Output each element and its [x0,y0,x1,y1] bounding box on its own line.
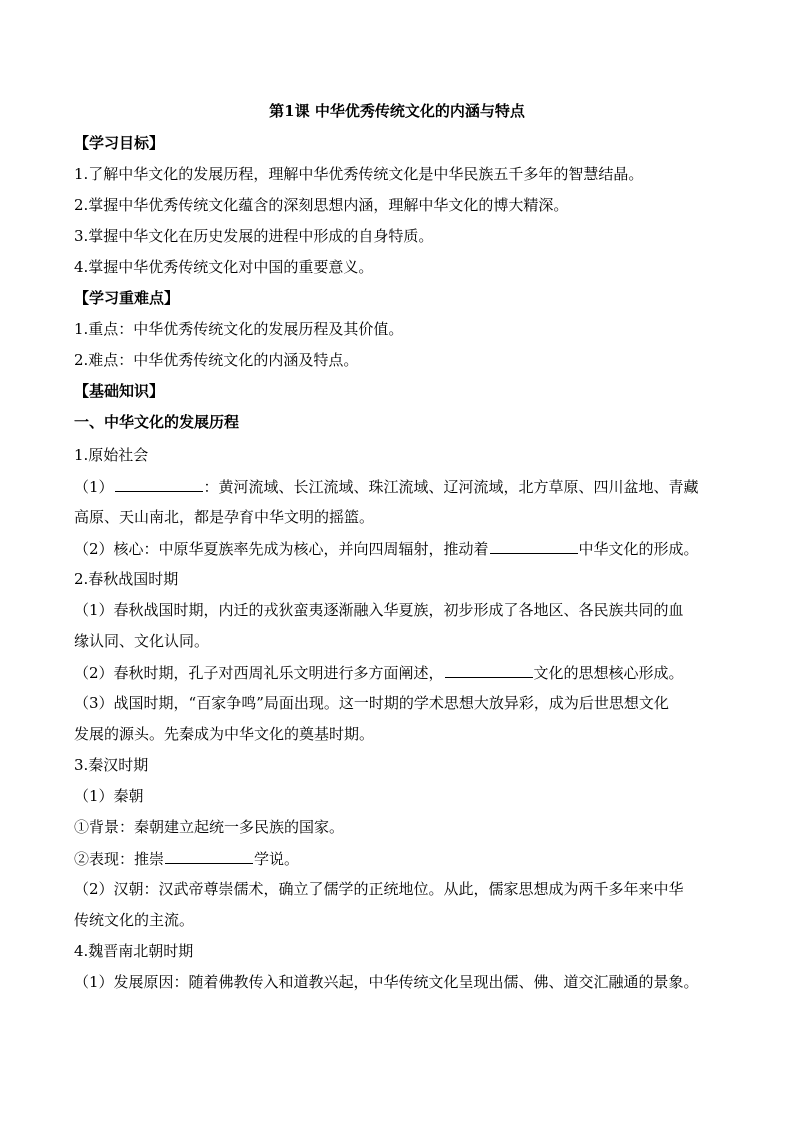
lesson-title: 第1课 中华优秀传统文化的内涵与特点 [269,102,525,120]
subsection-title: 3.秦汉时期 [74,756,149,774]
text-segment: ②表现：推崇 [74,850,165,868]
fill-in-blank[interactable] [490,538,578,554]
objective-item: 3.掌握中华文化在历史发展的进程中形成的自身特质。 [74,227,434,245]
basics-heading: 【基础知识】 [74,382,165,400]
paragraph-line [74,538,790,559]
objective-item: 2.掌握中华优秀传统文化蕴含的深刻思想内涵，理解中华文化的博大精深。 [74,196,569,214]
subsection-title: 2.春秋战国时期 [74,570,179,588]
fill-in-blank[interactable] [115,476,203,492]
paragraph-line: 高原、天山南北，都是孕育中华文明的摇篮。 [74,508,375,526]
text-segment: 文化的思想核心形成。 [533,664,684,682]
paragraph-line: 缘认同、文化认同。 [74,632,210,650]
key-point-item: 1.重点：中华优秀传统文化的发展历程及其价值。 [74,320,404,338]
subsection-title: 4.魏晋南北朝时期 [74,942,194,960]
section-heading: 一、中华文化的发展历程 [74,413,240,431]
paragraph-line: ①背景：秦朝建立起统一多民族的国家。 [74,818,345,836]
key-point-item: 2.难点：中华优秀传统文化的内涵及特点。 [74,351,359,369]
text-segment: ：黄河流域、长江流域、珠江流域、辽河流域，北方草原、四川盆地、青藏 [203,478,699,496]
paragraph-line: （2）汉朝：汉武帝尊崇儒术，确立了儒学的正统地位。从此，儒家思想成为两千多年来中华 [74,880,684,898]
subsection-title: 1.原始社会 [74,446,149,464]
paragraph-line [74,476,790,497]
text-segment: （1） [74,478,114,496]
objectives-heading: 【学习目标】 [74,134,165,152]
paragraph-line [74,662,790,683]
objective-item: 4.掌握中华优秀传统文化对中国的重要意义。 [74,258,374,276]
paragraph-line: 发展的源头。先秦成为中华文化的奠基时期。 [74,725,375,743]
text-segment: 学说。 [254,850,300,868]
fill-in-blank[interactable] [165,848,253,864]
paragraph-line: （3）战国时期，“百家争鸣”局面出现。这一时期的学术思想大放异彩，成为后世思想文化 [74,694,669,712]
fill-in-blank[interactable] [445,662,533,678]
paragraph-line [74,848,790,869]
text-segment: （2）春秋时期，孔子对西周礼乐文明进行多方面阐述， [74,664,444,682]
text-segment: 中华文化的形成。 [578,540,699,558]
paragraph-line: 传统文化的主流。 [74,911,195,929]
key-points-heading: 【学习重难点】 [74,289,180,307]
paragraph-line: （1）秦朝 [74,787,144,805]
objective-item: 1.了解中华文化的发展历程，理解中华优秀传统文化是中华民族五千多年的智慧结晶。 [74,165,644,183]
paragraph-line: （1）春秋战国时期，内迁的戎狄蛮夷逐渐融入华夏族，初步形成了各地区、各民族共同的血 [74,601,684,619]
paragraph-line: （1）发展原因：随着佛教传入和道教兴起，中华传统文化呈现出儒、佛、道交汇融通的景象。 [74,973,699,991]
text-segment: （2）核心：中原华夏族率先成为核心，并向四周辐射，推动着 [74,540,489,558]
